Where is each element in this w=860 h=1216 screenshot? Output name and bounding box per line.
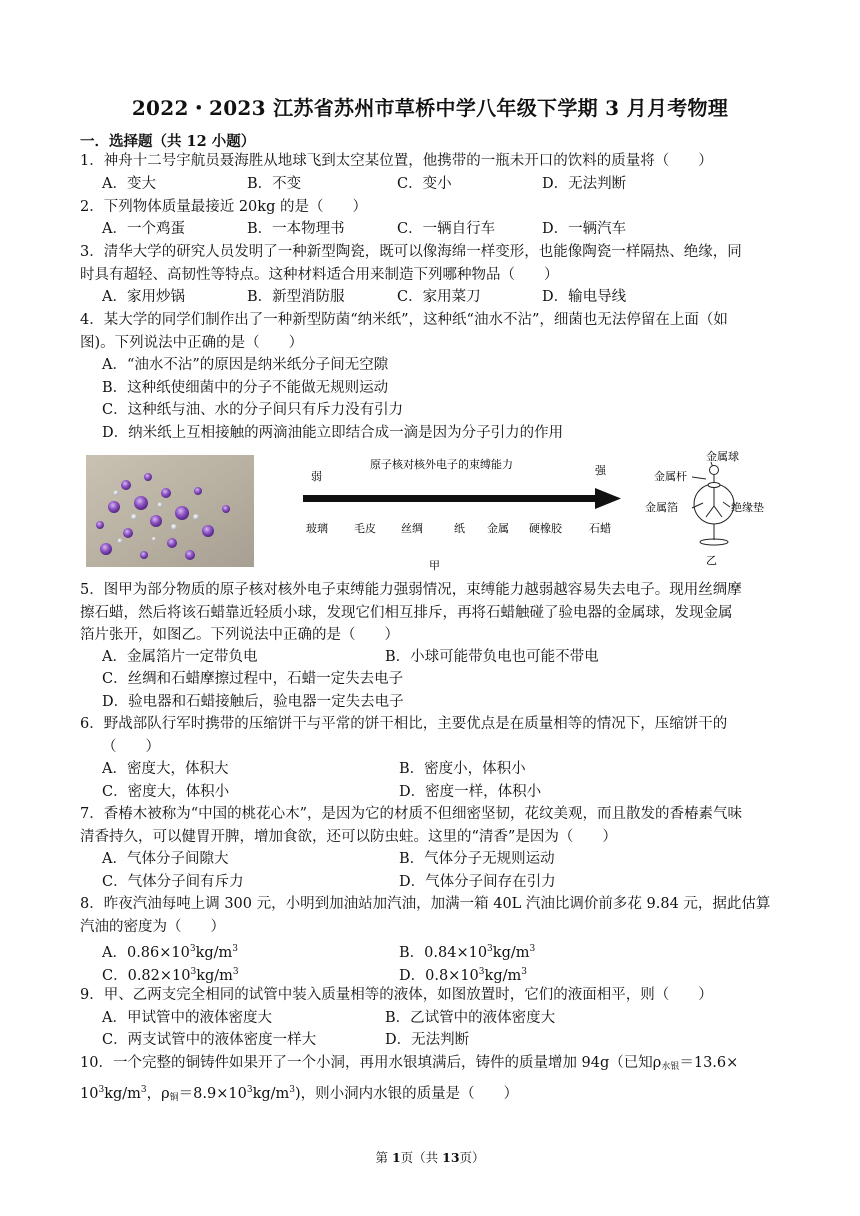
question-6-stem (80, 713, 780, 758)
question-6-options-row1 (102, 758, 782, 780)
option-d: D．验电器和石蜡接触后，验电器一定失去电子 (102, 693, 404, 710)
option-a: A．金属箔片一定带负电 (102, 649, 258, 665)
option-d: D．$0.8\times 10^3kg/m^3$ (399, 967, 527, 984)
option-c: C．一辆自行车 (397, 221, 496, 237)
material-label: 硬橡胶 (529, 522, 562, 535)
stem-line: 4．某大学的同学们制作出了一种新型防菌“纳米纸”，这种纸“油水不沾”，细菌也无法停留在上面（如 (80, 312, 728, 328)
question-3-stem (80, 241, 780, 286)
stem-line: 擦石蜡，然后将该石蜡靠近轻质小球，发现它们相互排斥，再将石蜡触碰了验电器的金属球，发现金属 (80, 604, 733, 621)
figure-caption-yi: 乙 (706, 554, 717, 567)
label-leader-line (723, 502, 730, 507)
question-4-stem (80, 309, 780, 354)
figure-caption-jia: 甲 (429, 559, 440, 572)
option-d: D．一辆汽车 (542, 221, 627, 237)
option-c: C．气体分子间有斥力 (102, 874, 244, 890)
question-5-options-rest (102, 668, 782, 713)
label-strong: 强 (595, 464, 606, 477)
question-2-stem: 2．下列物体质量最接近 20kg 的是（ ） (80, 199, 367, 215)
insulating-pad (708, 483, 720, 488)
option-b: B．乙试管中的液体密度大 (385, 1010, 556, 1026)
option-d: D．无法判断 (385, 1032, 470, 1048)
stem-line: 10．一个完整的铜铸件如果开了一个小洞，再用水银填满后，铸件的质量增加 94g（已知$\rho_{水银}=13.6\times$ (80, 1055, 739, 1072)
question-8-stem (80, 893, 780, 938)
question-1-options (102, 173, 782, 195)
page-footer: 第 1页（共 13页） (375, 1150, 485, 1165)
option-b: B．一本物理书 (247, 221, 345, 237)
stem-line: 箔片张开，如图乙。下列说法中正确的是（ ） (80, 627, 399, 643)
question-9-options-row2 (102, 1029, 782, 1051)
electroscope-drawing (692, 462, 734, 545)
total-pages: 13 (442, 1150, 460, 1165)
question-1-stem: 1．神舟十二号宇航员聂海胜从地球飞到太空某位置，他携带的一瓶未开口的饮料的质量将（ ） (80, 153, 713, 169)
option-b: B．密度小，体积小 (399, 761, 526, 777)
stem-line: $10^3kg/m^3$，$\rho_铜=8.9\times 10^3kg/m^3$)，则小洞内水银的质量是（ ） (80, 1084, 519, 1103)
option-a: A．家用炒锅 (102, 289, 185, 305)
question-7-stem (80, 803, 780, 848)
question-2-options (102, 218, 782, 240)
question-8-options-row2 (102, 961, 782, 983)
label-leader-line (692, 477, 706, 479)
option-c: C．家用菜刀 (397, 289, 481, 305)
label-weak: 弱 (311, 470, 322, 483)
material-label: 玻璃 (306, 522, 328, 535)
label-metal-foil: 金属箔 (645, 501, 678, 514)
question-5-stem (80, 579, 780, 647)
option-a: A．密度大，体积大 (102, 761, 229, 777)
option-c: C．丝绸和石蜡摩擦过程中，石蜡一定失去电子 (102, 671, 404, 687)
label-insulator: 绝缘垫 (731, 501, 764, 514)
material-label: 金属 (487, 522, 509, 535)
stem-line: 8．昨夜汽油每吨上调 300 元，小明到加油站加汽油，加满一箱 40L 汽油比调价前多花 9.84 元，据此估算 (80, 896, 771, 912)
material-label: 石蜡 (589, 522, 611, 535)
question-7-options-row2 (102, 871, 782, 893)
stem-line: 清香持久，可以健胃开脾，增加食欲，还可以防虫蛀。这里的“清香”是因为（ ） (80, 828, 617, 845)
option-c: C．$0.82\times 10^3kg/m^3$ (102, 967, 239, 984)
option-c: C．密度大，体积小 (102, 784, 230, 800)
stem-line: 汽油的密度为（ ） (80, 918, 225, 935)
nano-paper-photo (86, 455, 254, 567)
label-metal-ball: 金属球 (706, 450, 739, 463)
foil-left (706, 506, 714, 517)
section-heading: 一．选择题（共 12 小题） (80, 133, 256, 150)
stem-line: 3．清华大学的研究人员发明了一种新型陶瓷，既可以像海绵一样变形，也能像陶瓷一样隔热、绝缘，同 (80, 244, 742, 260)
option-d: D．输电导线 (542, 289, 627, 305)
option-b: B．小球可能带负电也可能不带电 (385, 649, 599, 665)
option-b: B．$0.84\times 10^3kg/m^3$ (399, 944, 536, 961)
arrow-shaft (303, 495, 601, 502)
option-a: A．变大 (102, 176, 156, 192)
stem-line: 图)。下列说法中正确的是（ ） (80, 334, 304, 351)
option-a: A．一个鸡蛋 (102, 221, 185, 237)
option-d: D．纳米纸上互相接触的两滴油能立即结合成一滴是因为分子引力的作用 (102, 424, 564, 441)
option-a: A．“油水不沾”的原因是纳米纸分子间无空隙 (102, 357, 389, 373)
option-d: D．无法判断 (542, 176, 627, 192)
material-label: 纸 (454, 522, 465, 535)
option-c: C．两支试管中的液体密度一样大 (102, 1032, 317, 1048)
material-label: 毛皮 (354, 522, 376, 535)
stem-line: 5．图甲为部分物质的原子核对核外电子束缚能力强弱情况，束缚能力越弱越容易失去电子。现用丝绸摩 (80, 582, 742, 598)
metal-ball (710, 466, 719, 475)
option-a: A．气体分子间隙大 (102, 851, 229, 867)
question-10-stem (80, 1052, 780, 1109)
figure-yi-electroscope (640, 448, 780, 570)
stem-line: （ ） (102, 738, 160, 755)
question-3-options (102, 286, 782, 308)
option-a: A．甲试管中的液体密度大 (102, 1010, 272, 1026)
material-label: 丝绸 (401, 522, 423, 535)
question-7-options-row1 (102, 848, 782, 870)
stem-line: 7．香椿木被称为“中国的桃花心木”，是因为它的材质不但细密坚韧，花纹美观，而且散发的香椿素气味 (80, 806, 743, 822)
foil-right (714, 506, 722, 517)
arrow-heading: 原子核对核外电子的束缚能力 (370, 458, 513, 471)
current-page: 1 (391, 1150, 401, 1165)
option-b: B．这种纸使细菌中的分子不能做无规则运动 (102, 379, 389, 396)
question-6-options-row2 (102, 781, 782, 803)
question-9-stem: 9．甲、乙两支完全相同的试管中装入质量相等的液体，如图放置时，它们的液面相平，则（ ） (80, 987, 713, 1003)
option-b: B．新型消防服 (247, 289, 345, 305)
arrow-head (595, 488, 621, 509)
stem-line: 6．野战部队行军时携带的压缩饼干与平常的饼干相比，主要优点是在质量相等的情况下，压缩饼干的 (80, 716, 728, 732)
question-8-options-row1 (102, 938, 782, 960)
option-d: D．密度一样，体积小 (399, 784, 542, 800)
option-a: A．$0.86\times 10^3kg/m^3$ (102, 944, 239, 961)
option-b: B．气体分子无规则运动 (399, 851, 555, 867)
stem-line: 时具有超轻、高韧性等特点。这种材料适合用来制造下列哪种物品（ ） (80, 266, 559, 283)
question-5-options-row1 (102, 646, 782, 668)
figure-jia-binding-arrow (295, 444, 625, 574)
option-c: C．变小 (397, 176, 452, 192)
question-9-options-row1 (102, 1007, 782, 1029)
label-metal-rod: 金属杆 (654, 470, 687, 483)
page-title: 2022・2023 江苏省苏州市草桥中学八年级下学期 3 月月考物理 (131, 96, 729, 120)
option-b: B．不变 (247, 176, 302, 192)
question-4-options (102, 354, 782, 444)
option-c: C．这种纸与油、水的分子间只有斥力没有引力 (102, 402, 404, 418)
option-d: D．气体分子间存在引力 (399, 874, 556, 890)
